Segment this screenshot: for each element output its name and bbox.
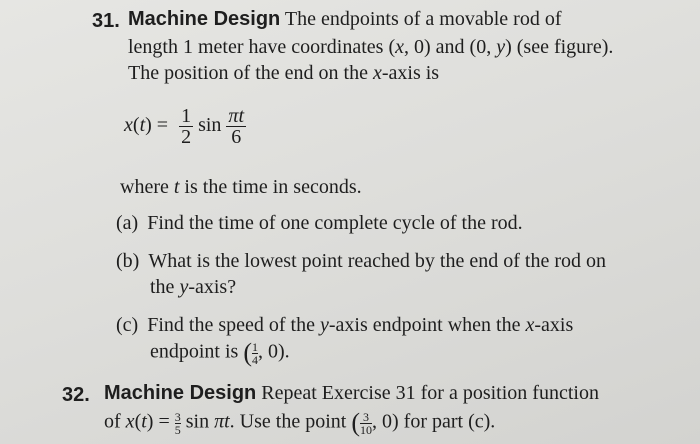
exercise-31-number: 31. — [92, 10, 120, 32]
exercise-32-line-1-text: Repeat Exercise 31 for a position function — [261, 382, 599, 404]
var-t: t — [173, 176, 180, 198]
text: sin — [180, 410, 215, 433]
text: ) = — [145, 114, 169, 137]
part-b-label: (b) — [116, 250, 140, 272]
exercise-32-line-2 — [104, 408, 495, 438]
fraction-three-tenths — [360, 411, 372, 436]
exercise-31-line-1-text: The endpoints of a movable rod of — [284, 8, 562, 30]
numerator: 1 — [181, 105, 192, 127]
text: -axis is — [381, 62, 440, 84]
var-y: y — [179, 276, 189, 298]
text: , 0). — [258, 340, 290, 363]
text: is the time in seconds. — [179, 176, 362, 198]
var-x: x — [124, 114, 133, 137]
text: the — [150, 276, 180, 298]
text: , 0) for part (c). — [372, 410, 496, 433]
part-b-line-2 — [150, 276, 236, 299]
part-a-label: (a) — [116, 212, 139, 234]
text: Find the speed of the — [147, 314, 320, 336]
var-x: x — [525, 314, 535, 336]
denominator: 6 — [226, 126, 246, 147]
part-a — [116, 212, 523, 235]
denominator: 4 — [252, 352, 259, 367]
exercise-31-line-3 — [128, 62, 439, 85]
denominator: 2 — [181, 126, 192, 148]
fraction-pi-t-over-6 — [226, 106, 246, 147]
text: ( — [132, 114, 140, 137]
text: ) = — [146, 410, 175, 433]
var-pi-t: πt — [214, 410, 230, 433]
text: ) (see figure). — [505, 36, 614, 58]
numerator: 3 — [174, 409, 181, 424]
exercise-31-heading: Machine Design — [128, 8, 281, 30]
text: where — [120, 176, 174, 198]
exercise-32-line-1 — [104, 382, 599, 405]
var-x: x — [372, 62, 382, 84]
numerator: πt — [228, 105, 244, 127]
text: . Use the point — [229, 410, 352, 433]
where-line — [120, 176, 362, 199]
var-t: t — [139, 114, 146, 137]
numerator: 3 — [363, 409, 369, 424]
denominator: 10 — [360, 422, 372, 437]
part-a-text: Find the time of one complete cycle of the rod. — [147, 212, 523, 234]
part-c-line-2 — [150, 338, 290, 368]
text: ( — [134, 410, 142, 433]
exercise-32-number: 32. — [62, 384, 90, 406]
exercise-32-heading: Machine Design — [104, 382, 257, 404]
text: -axis — [534, 314, 574, 336]
sin-text: sin — [198, 114, 222, 137]
part-c-label: (c) — [116, 314, 139, 336]
numerator: 1 — [252, 339, 259, 354]
text: -axis? — [188, 276, 237, 298]
text: The position of the end on the — [128, 62, 373, 84]
exercise-31-line-2 — [128, 36, 613, 59]
var-t: t — [141, 410, 147, 433]
fraction-one-half — [179, 106, 193, 147]
text: of — [104, 410, 126, 433]
text: length 1 meter have coordinates ( — [128, 36, 396, 58]
part-c-line-1 — [116, 314, 573, 337]
part-b-text: What is the lowest point reached by the end of the rod on — [148, 250, 606, 272]
exercise-31-line-1 — [128, 8, 562, 31]
var-x: x — [395, 36, 405, 58]
var-y: y — [319, 314, 329, 336]
part-b-line-1 — [116, 250, 606, 273]
denominator: 5 — [174, 422, 181, 437]
paren: ( — [243, 338, 253, 367]
var-y: y — [496, 36, 506, 58]
var-x: x — [125, 410, 135, 433]
position-formula — [124, 106, 246, 147]
text: -axis endpoint when the — [328, 314, 526, 336]
text: endpoint is — [150, 340, 244, 363]
paren: ( — [351, 408, 360, 437]
text: , 0) and (0, — [404, 36, 497, 58]
